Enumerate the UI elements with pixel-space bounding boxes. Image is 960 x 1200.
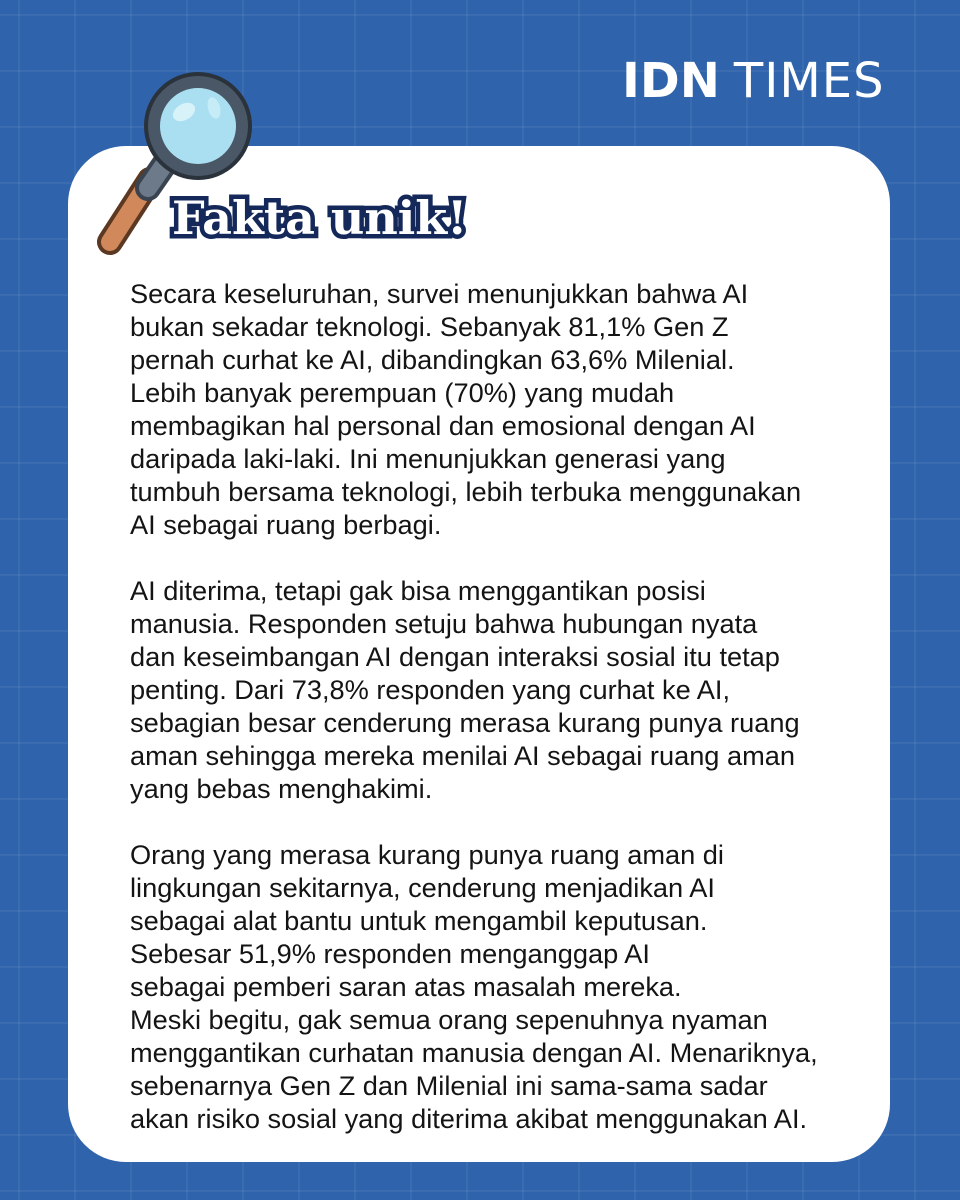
paragraph-2 — [130, 574, 850, 805]
paragraph-3 — [130, 838, 850, 1135]
text-line: akan risiko sosial yang diterima akibat menggunakan AI. — [130, 1103, 808, 1134]
logo-text-times: TIMES — [733, 53, 885, 109]
text-line: AI diterima, tetapi gak bisa menggantikan posisi — [130, 575, 706, 606]
text-line: Lebih banyak perempuan (70%) yang mudah — [130, 377, 675, 408]
page-title: Fakta unik! — [172, 191, 468, 245]
text-line: yang bebas menghakimi. — [130, 773, 433, 804]
text-line: dan keseimbangan AI dengan interaksi sosial itu tetap — [130, 641, 780, 672]
text-line: Sebesar 51,9% responden menganggap AI — [130, 938, 650, 969]
text-line: bukan sekadar teknologi. Sebanyak 81,1% Gen Z — [130, 311, 729, 342]
text-line: Secara keseluruhan, survei menunjukkan bahwa AI — [130, 278, 749, 309]
idn-times-logo — [622, 52, 912, 110]
text-line: sebagai pemberi saran atas masalah mereka. — [130, 971, 682, 1002]
text-line: pernah curhat ke AI, dibandingkan 63,6% Milenial. — [130, 344, 735, 375]
text-line: aman sehingga mereka menilai AI sebagai ruang aman — [130, 740, 795, 771]
text-line: sebenarnya Gen Z dan Milenial ini sama-sama sadar — [130, 1070, 768, 1101]
text-line: tumbuh bersama teknologi, lebih terbuka menggunakan — [130, 476, 802, 507]
text-line: penting. Dari 73,8% responden yang curhat ke AI, — [130, 674, 731, 705]
text-line: Meski begitu, gak semua orang sepenuhnya nyaman — [130, 1004, 768, 1035]
article-body — [130, 277, 850, 1135]
text-line: Orang yang merasa kurang punya ruang aman di — [130, 839, 724, 870]
text-line: membagikan hal personal dan emosional dengan AI — [130, 410, 756, 441]
paragraph-1 — [130, 277, 850, 541]
text-line: lingkungan sekitarnya, cenderung menjadikan AI — [130, 872, 715, 903]
text-line: manusia. Responden setuju bahwa hubungan nyata — [130, 608, 758, 639]
text-line: menggantikan curhatan manusia dengan AI. Menariknya, — [130, 1037, 818, 1068]
text-line: sebagian besar cenderung merasa kurang punya ruang — [130, 707, 800, 738]
logo-text-idn: IDN — [622, 53, 720, 109]
text-line: sebagai alat bantu untuk mengambil keputusan. — [130, 905, 708, 936]
text-line: daripada laki-laki. Ini menunjukkan generasi yang — [130, 443, 726, 474]
text-line: AI sebagai ruang berbagi. — [130, 509, 442, 540]
